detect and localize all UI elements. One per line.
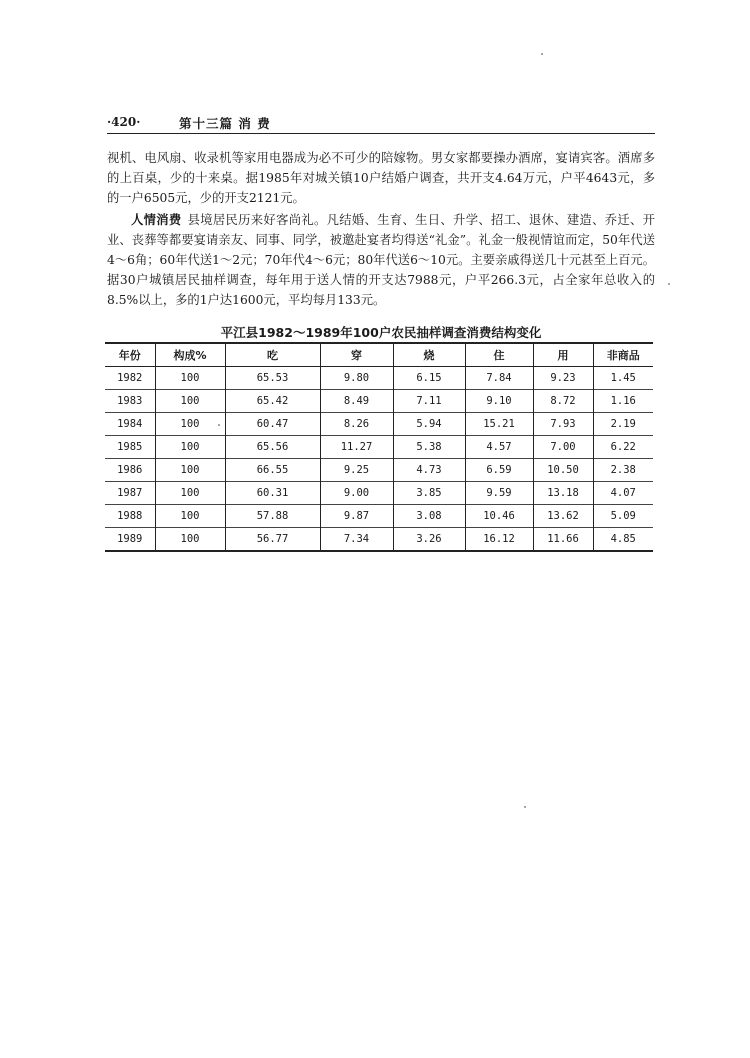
table-cell: 9.80 (320, 367, 393, 390)
table-title: 平江县1982～1989年100户农民抽样调查消费结构变化 (220, 325, 542, 340)
table-cell: 3.08 (393, 505, 465, 528)
table-cell: 4.85 (593, 528, 653, 552)
table-cell: 7.84 (465, 367, 533, 390)
table-cell: 9.00 (320, 482, 393, 505)
table-cell: 4.07 (593, 482, 653, 505)
table-cell: 100 (155, 436, 225, 459)
table-row (105, 505, 653, 528)
table-cell: 100 (155, 367, 225, 390)
table-cell: 100 (155, 505, 225, 528)
table-cell: 6.22 (593, 436, 653, 459)
table-row (105, 482, 653, 505)
table-cell: 100 (155, 390, 225, 413)
table-cell: 3.26 (393, 528, 465, 552)
table-cell: 9.59 (465, 482, 533, 505)
table-cell: 7.34 (320, 528, 393, 552)
table-cell: 1984 (105, 413, 155, 436)
table-cell: 2.19 (593, 413, 653, 436)
table-cell: 1982 (105, 367, 155, 390)
table-cell: 10.50 (533, 459, 593, 482)
scan-speck (218, 424, 220, 426)
table-cell: 7.93 (533, 413, 593, 436)
table-cell: 100 (155, 459, 225, 482)
table-cell: 65.42 (225, 390, 320, 413)
table-cell: 5.94 (393, 413, 465, 436)
table-cell: 16.12 (465, 528, 533, 552)
column-header: 年份 (105, 343, 155, 367)
table-cell: 4.73 (393, 459, 465, 482)
table-cell: 7.11 (393, 390, 465, 413)
table-row (105, 528, 653, 552)
table-cell: 6.59 (465, 459, 533, 482)
scan-speck (524, 806, 526, 808)
column-header: 用 (533, 343, 593, 367)
table-cell: 15.21 (465, 413, 533, 436)
table-cell: 56.77 (225, 528, 320, 552)
table-cell: 65.56 (225, 436, 320, 459)
table-cell: 13.18 (533, 482, 593, 505)
table-cell: 9.25 (320, 459, 393, 482)
table-cell: 5.38 (393, 436, 465, 459)
section-title: 第十三篇 消 费 (179, 116, 271, 131)
table-row (105, 390, 653, 413)
table-cell: 13.62 (533, 505, 593, 528)
term-heading: 人情消费 (131, 213, 182, 227)
column-header: 吃 (225, 343, 320, 367)
table-cell: 1986 (105, 459, 155, 482)
consumption-structure-table (105, 342, 653, 552)
table-cell: 60.47 (225, 413, 320, 436)
paragraph-body: 县境居民历来好客尚礼。凡结婚、生育、生日、升学、招工、退休、建造、乔迁、开业、丧葬等都要宴请亲友、同事、同学，被邀赴宴者均得送“礼金”。礼金一般视情谊而定，50年代送4～6角；60年代送1～2元；70年代4～6元；80年代送6～10元。主要亲戚得送几十元甚至上百元。据30户城镇居民抽样调查，每年用于送人情的开支达7988元，户平266.3元，占全家年总收入的8.5%以上，多的1户达1600元，平均每月133元。 (107, 213, 655, 307)
table-cell: 11.66 (533, 528, 593, 552)
table-cell: 57.88 (225, 505, 320, 528)
table-cell: 6.15 (393, 367, 465, 390)
table-cell: 8.26 (320, 413, 393, 436)
column-header: 住 (465, 343, 533, 367)
table-cell: 11.27 (320, 436, 393, 459)
table-cell: 100 (155, 528, 225, 552)
table-cell: 1989 (105, 528, 155, 552)
table-cell: 9.10 (465, 390, 533, 413)
table-cell: 2.38 (593, 459, 653, 482)
table-cell: 1985 (105, 436, 155, 459)
table-cell: 1.45 (593, 367, 653, 390)
column-header: 穿 (320, 343, 393, 367)
table-cell: 1987 (105, 482, 155, 505)
table-cell: 7.00 (533, 436, 593, 459)
column-header: 非商品 (593, 343, 653, 367)
table-row (105, 436, 653, 459)
table-cell: 60.31 (225, 482, 320, 505)
table-cell: 8.49 (320, 390, 393, 413)
column-header: 烧 (393, 343, 465, 367)
table-row (105, 413, 653, 436)
table-cell: 9.23 (533, 367, 593, 390)
table-cell: 1983 (105, 390, 155, 413)
scan-speck (668, 283, 670, 285)
table-cell: 8.72 (533, 390, 593, 413)
paragraph-gift-spending (107, 210, 655, 310)
table-row (105, 367, 653, 390)
table-cell: 4.57 (465, 436, 533, 459)
table-cell: 5.09 (593, 505, 653, 528)
table-cell: 1988 (105, 505, 155, 528)
table-cell: 1.16 (593, 390, 653, 413)
table-cell: 9.87 (320, 505, 393, 528)
table-cell: 66.55 (225, 459, 320, 482)
table-cell: 100 (155, 482, 225, 505)
column-header: 构成% (155, 343, 225, 367)
table-row (105, 459, 653, 482)
table-cell: 65.53 (225, 367, 320, 390)
page-header (107, 113, 655, 134)
scan-speck (541, 53, 543, 55)
table-cell: 3.85 (393, 482, 465, 505)
table-cell: 10.46 (465, 505, 533, 528)
table-body (105, 367, 653, 552)
table-header-row (105, 343, 653, 367)
paragraph-dowry: 视机、电风扇、收录机等家用电器成为必不可少的陪嫁物。男女家都要操办酒席，宴请宾客。酒席多的上百桌，少的十来桌。据1985年对城关镇10户结婚户调查，共开支4.64万元，户平4643元，多的一户6505元，少的开支2121元。 (107, 151, 655, 205)
page-number: ·420· (107, 115, 141, 129)
table-cell: 100 (155, 413, 225, 436)
